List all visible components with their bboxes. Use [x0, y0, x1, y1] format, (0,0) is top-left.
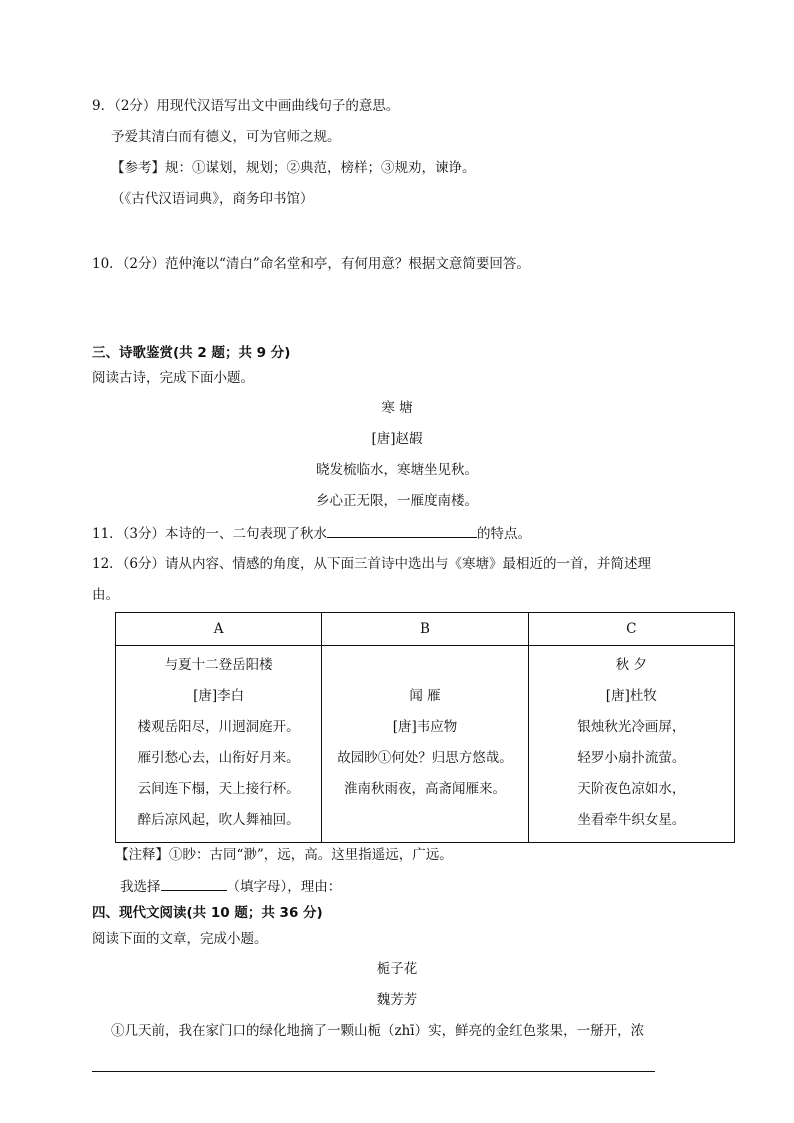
- section3-intro: 阅读古诗，完成下面小题。: [92, 370, 254, 386]
- q11-prompt-start: 11．（3分）本诗的一、二句表现了秋水: [92, 526, 328, 542]
- poem-a-line: 云间连下榻，天上接行杯。: [137, 781, 300, 797]
- poem-c-line: 坐看牵牛织女星。: [577, 812, 686, 828]
- poem-line-1: 晓发梳临水，寒塘坐见秋。: [316, 462, 478, 478]
- section4-intro: 阅读下面的文章，完成小题。: [92, 931, 268, 947]
- poem-b-author: [唐]韦应物: [392, 719, 458, 735]
- column-header-a: A: [116, 613, 322, 646]
- q9-source: （《古代汉语词典》，商务印书馆）: [111, 191, 314, 207]
- q12-note: 【注释】①眇：古同“渺”，远，高。这里指遥远，广远。: [115, 847, 453, 863]
- poem-a-line: 醉后凉风起，吹人舞袖回。: [137, 812, 300, 828]
- poem-a-author: [唐]李白: [193, 688, 245, 704]
- poem-b-line: 淮南秋雨夜，高斋闻雁来。: [343, 781, 506, 797]
- poem-a-cell: [116, 646, 322, 843]
- section3-heading: 三、诗歌鉴赏(共 2 题；共 9 分): [92, 345, 291, 361]
- article-author: 魏芳芳: [376, 992, 418, 1008]
- poem-b-cell: [322, 646, 528, 843]
- q12-choice-start: 我选择: [120, 879, 161, 895]
- q9-prompt: 9．（2分）用现代汉语写出文中画曲线句子的意思。: [92, 98, 400, 114]
- poem-c-author: [唐]杜牧: [605, 688, 657, 704]
- poem-c-line: 银烛秋光冷画屏，: [577, 719, 686, 735]
- q12-prompt-line-2: 由。: [92, 587, 119, 603]
- q12-choice-end: （填字母），理由：: [226, 879, 342, 895]
- poem-comparison-table: [115, 612, 735, 843]
- q9-sentence: 予爱其清白而有德义，可为官师之规。: [111, 129, 341, 145]
- poem-c-line: 轻罗小扇扑流萤。: [577, 750, 686, 766]
- column-header-c: C: [528, 613, 734, 646]
- poem-b-line: 故园眇①何处？归思方悠哉。: [337, 750, 513, 766]
- article-paragraph-1: ①几天前，我在家门口的绿化地摘了一颗山栀（zhī）实，鲜亮的金红色浆果，一掰开，浓: [111, 1023, 645, 1039]
- poem-b-title: 闻 雁: [409, 688, 441, 704]
- poem-a-title: 与夏十二登岳阳楼: [164, 657, 273, 673]
- footer-divider: [92, 1071, 655, 1072]
- section4-heading: 四、现代文阅读(共 10 题；共 36 分): [92, 905, 323, 921]
- q11-prompt-end: 的特点。: [477, 526, 532, 542]
- q12-choice: [120, 876, 341, 897]
- poem-c-title: 秋 夕: [615, 657, 647, 673]
- q11-prompt: [92, 523, 531, 544]
- poem-line-2: 乡心正无限，一雁度南楼。: [316, 493, 478, 509]
- q12-prompt-line-1: 12．（6分）请从内容、情感的角度，从下面三首诗中选出与《寒塘》最相近的一首，并简述理: [92, 556, 652, 572]
- column-header-b: B: [322, 613, 528, 646]
- poem-c-line: 天阶夜色凉如水，: [577, 781, 686, 797]
- q11-answer-blank[interactable]: [327, 523, 477, 538]
- poem-c-cell: [528, 646, 734, 843]
- poem-title: 寒 塘: [381, 400, 413, 416]
- q10-prompt: 10．（2分）范仲淹以“清白”命名堂和亭，有何用意？根据文意简要回答。: [92, 256, 530, 272]
- q9-reference: 【参考】规：①谋划，规划；②典范，榜样；③规劝，谏诤。: [111, 160, 476, 176]
- poem-author: [唐]赵嘏: [371, 431, 423, 447]
- poem-a-line: 雁引愁心去，山衔好月来。: [137, 750, 300, 766]
- q12-choice-blank[interactable]: [161, 876, 227, 891]
- article-title: 栀子花: [376, 961, 418, 977]
- poem-a-line: 楼观岳阳尽，川迥洞庭开。: [137, 719, 300, 735]
